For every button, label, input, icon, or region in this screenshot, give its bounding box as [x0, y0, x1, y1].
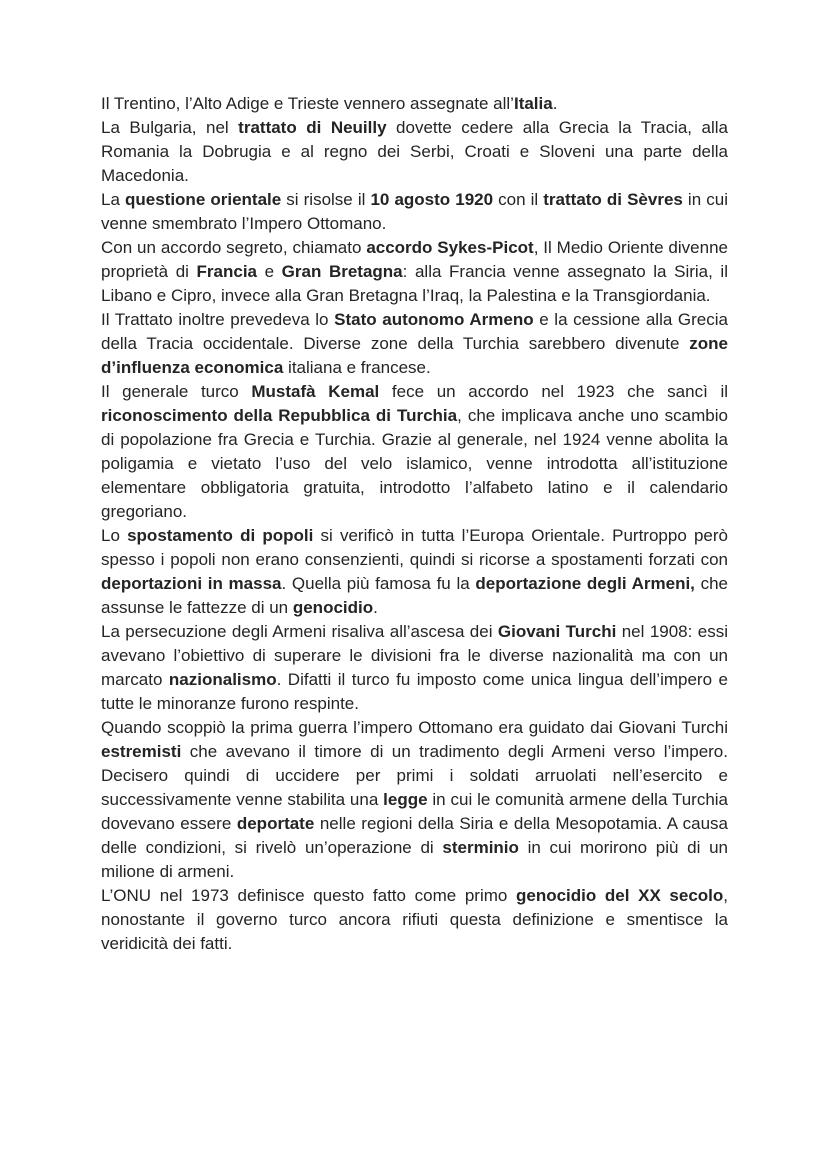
- text-run: si verificò in tutta l’Europa Orientale. Purtroppo però spesso i popoli non erano consenzienti, quindi si ricorse a spostamenti forzati con: [101, 526, 728, 569]
- text-run: La: [101, 190, 125, 209]
- bold-text-run: sterminio: [442, 838, 519, 857]
- bold-text-run: trattato di Sèvres: [543, 190, 683, 209]
- bold-text-run: deportate: [236, 814, 315, 833]
- text-run: . Difatti il turco fu imposto come unica lingua dell’impero e tutte le minoranze furono respinte.: [101, 670, 728, 713]
- text-run: nelle regioni della Siria e della Mesopotamia. A causa delle condizioni, si rivelò un’operazione di: [101, 814, 729, 857]
- document-body: [101, 92, 728, 956]
- bold-text-run: spostamento di popoli: [127, 526, 314, 545]
- text-run: e la cessione alla Grecia della Tracia occidentale. Diverse zone della Turchia sarebbero divenute: [101, 310, 728, 353]
- bold-text-run: genocidio del XX secolo: [515, 886, 724, 905]
- text-run: : alla Francia venne assegnato la Siria, il Libano e Cipro, invece alla Gran Bretagna l’Iraq, la Palestina e la Transgiordania.: [101, 262, 728, 305]
- text-run: Lo: [101, 526, 128, 545]
- text-run: , nonostante il governo turco ancora rifiuti questa definizione e smentisce la veridicità dei fatti.: [101, 886, 729, 953]
- bold-text-run: trattato di Neuilly: [238, 118, 387, 137]
- bold-text-run: Mustafà Kemal: [251, 382, 380, 401]
- text-run: dovette cedere alla Grecia la Tracia, alla Romania la Dobrugia e al regno dei Serbi, Croati e Sloveni una parte della Macedonia.: [101, 118, 728, 185]
- bold-text-run: zone d’influenza economica: [101, 334, 728, 377]
- bold-text-run: 10 agosto 1920: [370, 190, 494, 209]
- text-run: Quando scoppiò la prima guerra l’impero Ottomano era guidato dai Giovani Turchi: [101, 718, 728, 737]
- text-run: con il: [493, 190, 544, 209]
- bold-text-run: accordo Sykes-Picot: [366, 238, 534, 257]
- paragraph: [101, 116, 728, 188]
- paragraph: [101, 716, 728, 884]
- text-run: nel 1908: essi avevano l’obiettivo di superare le divisioni fra le diverse nazionalità ma con un marcato: [101, 622, 728, 689]
- text-run: Il generale turco: [101, 382, 252, 401]
- bold-text-run: legge: [383, 790, 428, 809]
- bold-text-run: riconoscimento della Repubblica di Turchia: [101, 406, 458, 425]
- text-run: . Quella più famosa fu la: [281, 574, 476, 593]
- text-run: che assunse le fattezze di un: [101, 574, 729, 617]
- paragraph: [101, 620, 728, 716]
- text-run: .: [373, 598, 378, 617]
- text-run: fece un accordo nel 1923 che sancì il: [379, 382, 728, 401]
- bold-text-run: Giovani Turchi: [497, 622, 617, 641]
- bold-text-run: Italia: [513, 94, 553, 113]
- text-run: in cui le comunità armene della Turchia dovevano essere: [101, 790, 729, 833]
- paragraph: [101, 380, 728, 524]
- bold-text-run: Francia: [196, 262, 258, 281]
- text-run: Con un accordo segreto, chiamato: [101, 238, 367, 257]
- bold-text-run: deportazione degli Armeni,: [475, 574, 695, 593]
- paragraph: [101, 884, 728, 956]
- paragraph: [101, 236, 728, 308]
- paragraph: [101, 92, 728, 116]
- bold-text-run: Stato autonomo Armeno: [334, 310, 534, 329]
- text-run: L’ONU nel 1973 definisce questo fatto come primo: [101, 886, 516, 905]
- text-run: Il Trentino, l’Alto Adige e Trieste vennero assegnate all’: [101, 94, 514, 113]
- text-run: Il Trattato inoltre prevedeva lo: [101, 310, 335, 329]
- text-run: , Il Medio Oriente divenne proprietà di: [101, 238, 728, 281]
- text-run: La Bulgaria, nel: [101, 118, 239, 137]
- paragraph: [101, 188, 728, 236]
- bold-text-run: Gran Bretagna: [281, 262, 403, 281]
- text-run: si risolse il: [281, 190, 371, 209]
- bold-text-run: genocidio: [292, 598, 374, 617]
- text-run: e: [257, 262, 282, 281]
- text-run: in cui venne smembrato l’Impero Ottomano.: [101, 190, 728, 233]
- text-run: , che implicava anche uno scambio di popolazione fra Grecia e Turchia. Grazie al generale, nel 1924 venne abolita la poligamia e vietato l’uso del velo islamico, venne introdotta all’istituzione elementare obbligatoria gratuita, introdotto l’alfabeto latino e il calendario gregoriano.: [101, 406, 728, 521]
- bold-text-run: questione orientale: [124, 190, 282, 209]
- bold-text-run: deportazioni in massa: [101, 574, 282, 593]
- text-run: che avevano il timore di un tradimento degli Armeni verso l’impero. Decisero quindi di uccidere per primi i soldati arruolati nell’esercito e successivamente venne stabilita una: [101, 742, 728, 809]
- text-run: italiana e francese.: [283, 358, 431, 377]
- text-run: in cui morirono più di un milione di armeni.: [101, 838, 728, 881]
- paragraph: [101, 524, 728, 620]
- bold-text-run: nazionalismo: [168, 670, 277, 689]
- text-run: La persecuzione degli Armeni risaliva all’ascesa dei: [101, 622, 498, 641]
- bold-text-run: estremisti: [101, 742, 182, 761]
- paragraph: [101, 308, 728, 380]
- text-run: .: [552, 94, 558, 113]
